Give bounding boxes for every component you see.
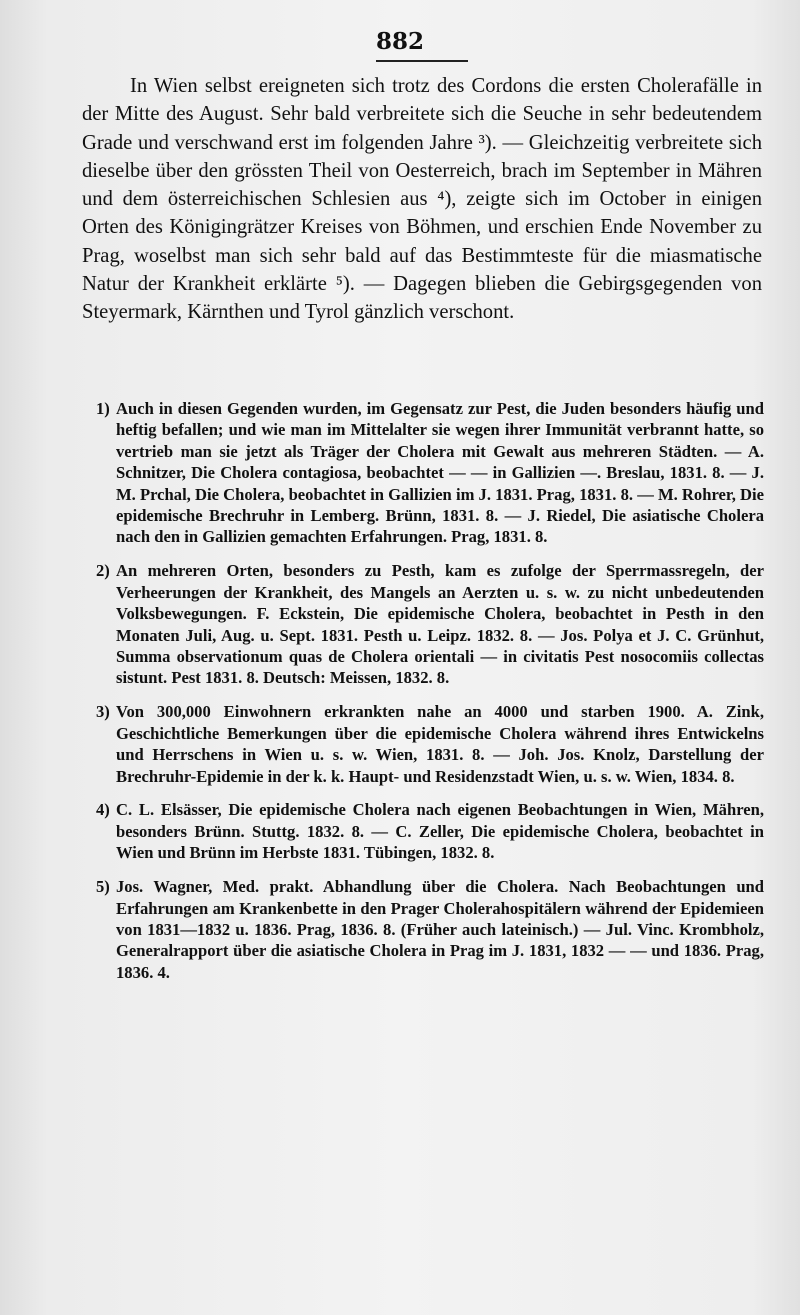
- footnote-text: Von 300,000 Einwohnern erkrankten nahe an 4000 und starben 1900. A. Zink, Geschichtliche Bemerkungen über die epidemische Cholera während ihres Entwickelns und Herrschens in Wien u. s. w. Wien, 1831. 8. — Joh. Jos. Knolz, Darstellung der Brechruhr-Epidemie in der k. k. Haupt- und Residenzstadt Wien, u. s. w. Wien, 1834. 8.: [116, 702, 764, 786]
- page-number: 882: [375, 28, 424, 55]
- footnote-marker: 3): [96, 702, 110, 722]
- footnote-marker: 4): [96, 800, 110, 820]
- footnote-3: [96, 701, 764, 787]
- footnote-4: [96, 799, 764, 863]
- footnote-text: Auch in diesen Gegenden wurden, im Gegensatz zur Pest, die Juden besonders häufig und heftig befallen; und wie man im Mittelalter sie wegen ihrer Immunität verbrannt hatte, so vertrieb man sie jetzt als Träger der Cholera mit Gewalt aus mehreren Städten. — A. Schnitzer, Die Cholera contagiosa, beobachtet — — in Gallizien —. Breslau, 1831. 8. — J. M. Prchal, Die Cholera, beobachtet in Gallizien im J. 1831. Prag, 1831. 8. — M. Rohrer, Die epidemische Brechruhr in Lemberg. Brünn, 1831. 8. — J. Riedel, Die asiatische Cholera nach den in Gallizien gemachten Erfahrungen. Prag, 1831. 8.: [116, 399, 764, 547]
- footnote-marker: 2): [96, 561, 110, 581]
- footnote-text: C. L. Elsässer, Die epidemische Cholera nach eigenen Beobachtungen in Wien, Mähren, besonders Brünn. Stuttg. 1832. 8. — C. Zeller, Die epidemische Cholera, beobachtet in Wien und Brünn im Herbste 1831. Tübingen, 1832. 8.: [116, 800, 764, 863]
- footnote-marker: 5): [96, 877, 110, 897]
- main-paragraph: In Wien selbst ereigneten sich trotz des Cordons die ersten Cholerafälle in der Mitte des August. Sehr bald verbreitete sich die Seuche in sehr bedeutendem Grade und verschwand erst im folgenden Jahre ³). — Gleichzeitig verbreitete sich dieselbe über den grössten Theil von Oesterreich, brach im September in Mähren und dem österreichischen Schlesien aus ⁴), zeigte sich im October in einigen Orten des Königingrätzer Kreises von Böhmen, und erschien Ende November zu Prag, woselbst man sich sehr bald auf das Bestimmteste für die miasmatische Natur der Krankheit erklärte ⁵). — Dagegen blieben die Gebirgsgegenden von Steyermark, Kärnthen und Tyrol gänzlich verschont.: [82, 75, 762, 324]
- footnote-marker: 1): [96, 399, 110, 418]
- footnote-2: [96, 560, 764, 688]
- footnote-1: [96, 398, 764, 548]
- main-text: [82, 72, 762, 327]
- footnote-text: Jos. Wagner, Med. prakt. Abhandlung über die Cholera. Nach Beobachtungen und Erfahrungen am Krankenbette in den Prager Cholerahospitälern während der Epidemieen von 1831—1832 u. 1836. Prag, 1836. 8. (Früher auch lateinisch.) — Jul. Vinc. Krombholz, Generalrapport über die asiatische Cholera in Prag im J. 1831, 1832 — — und 1836. Prag, 1836. 4.: [116, 877, 764, 982]
- footnote-text: An mehreren Orten, besonders zu Pesth, kam es zufolge der Sperrmassregeln, der Verheerungen der Krankheit, des Mangels an Aerzten u. s. w. zu nicht unbedeutenden Volksbewegungen. F. Eckstein, Die epidemische Cholera, beobachtet in Pesth in den Monaten Juli, Aug. u. Sept. 1831. Pesth u. Leipz. 1832. 8. — Jos. Polya et J. C. Grünhut, Summa observationum quas de Cholera orientali — in civitatis Pest nosocomiis collectas sistunt. Pest 1831. 8. Deutsch: Meissen, 1832. 8.: [116, 561, 764, 688]
- footnote-5: [96, 876, 764, 983]
- header-rule: [376, 60, 468, 62]
- footnotes: [96, 398, 764, 996]
